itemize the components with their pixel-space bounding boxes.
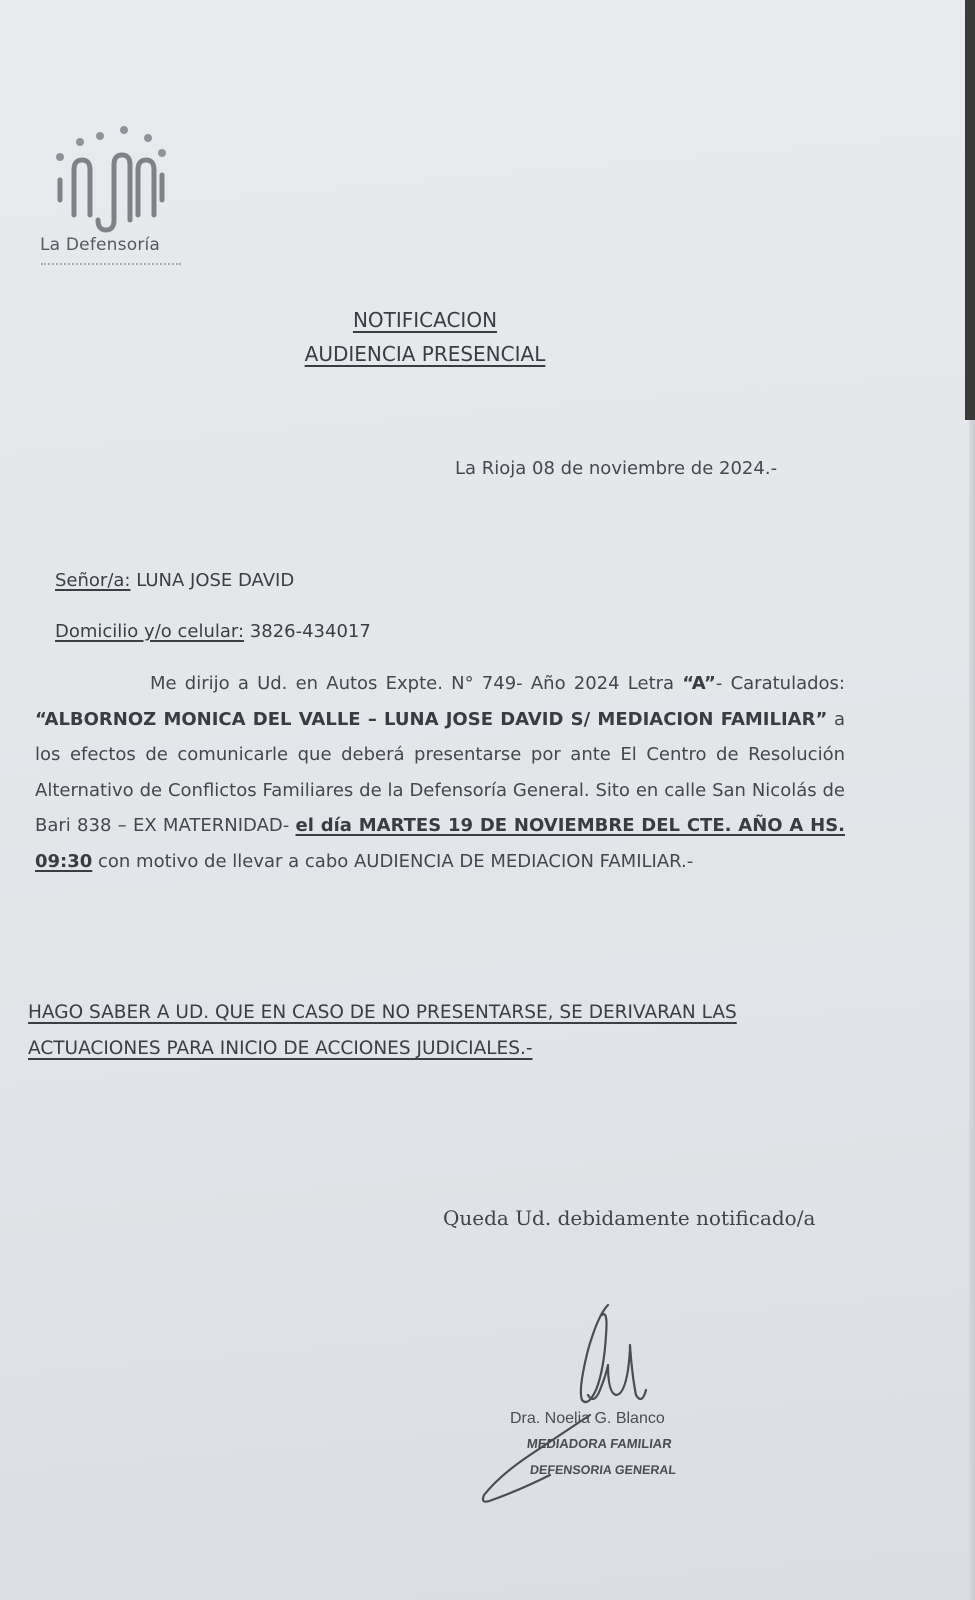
case-letter: “A”	[682, 673, 716, 694]
address-line	[55, 621, 371, 642]
recipient-name: LUNA JOSE DAVID	[130, 570, 295, 591]
body-caratulados: - Caratulados:	[715, 673, 845, 694]
appointment-datetime: el día MARTES 19 DE NOVIEMBRE DEL CTE. AÑO A HS. 09:30	[35, 815, 845, 872]
page-edge	[969, 420, 975, 1600]
page-edge-shadow	[965, 0, 975, 420]
body-paragraph	[35, 666, 845, 879]
logo-wordmark: La Defensoría	[40, 235, 161, 255]
document-title: NOTIFICACION	[352, 308, 498, 332]
body-intro: Me dirijo a Ud. en Autos Expte. N° 749- Año 2024 Letra	[150, 673, 683, 694]
recipient-line	[55, 570, 294, 591]
document-subtitle: AUDIENCIA PRESENCIAL	[304, 342, 546, 366]
recipient-label: Señor/a:	[55, 570, 131, 591]
stamp-role: MEDIADORA FAMILIAR	[526, 1436, 673, 1451]
stamp-name: Dra. Noelia G. Blanco	[510, 1410, 665, 1427]
address-label: Domicilio y/o celular:	[55, 621, 245, 642]
case-title: “ALBORNOZ MONICA DEL VALLE – LUNA JOSE DAVID S/ MEDIACION FAMILIAR”	[35, 708, 828, 730]
body-reason: con motivo de llevar a cabo AUDIENCIA DE MEDIACION FAMILIAR.-	[92, 850, 694, 872]
address-value: 3826-434017	[244, 621, 371, 642]
body-purpose: a los efectos de comunicarle que deberá presentarse por ante El Centro de Resolución Alternativo de Conflictos Familiares de la Defensoría General. Sito en calle San Nicolás de Bari 838 – EX MATERNIDAD-	[35, 708, 845, 836]
document-date: La Rioja 08 de noviembre de 2024.-	[455, 458, 778, 479]
warning-notice: HAGO SABER A UD. QUE EN CASO DE NO PRESENTARSE, SE DERIVARAN LAS ACTUACIONES PARA INICIO DE ACCIONES JUDICIALES.-	[28, 1002, 737, 1059]
stamp-office: DEFENSORIA GENERAL	[529, 1463, 677, 1477]
logo-tagline-line	[41, 263, 181, 268]
closing-statement: Queda Ud. debidamente notificado/a	[443, 1206, 816, 1230]
